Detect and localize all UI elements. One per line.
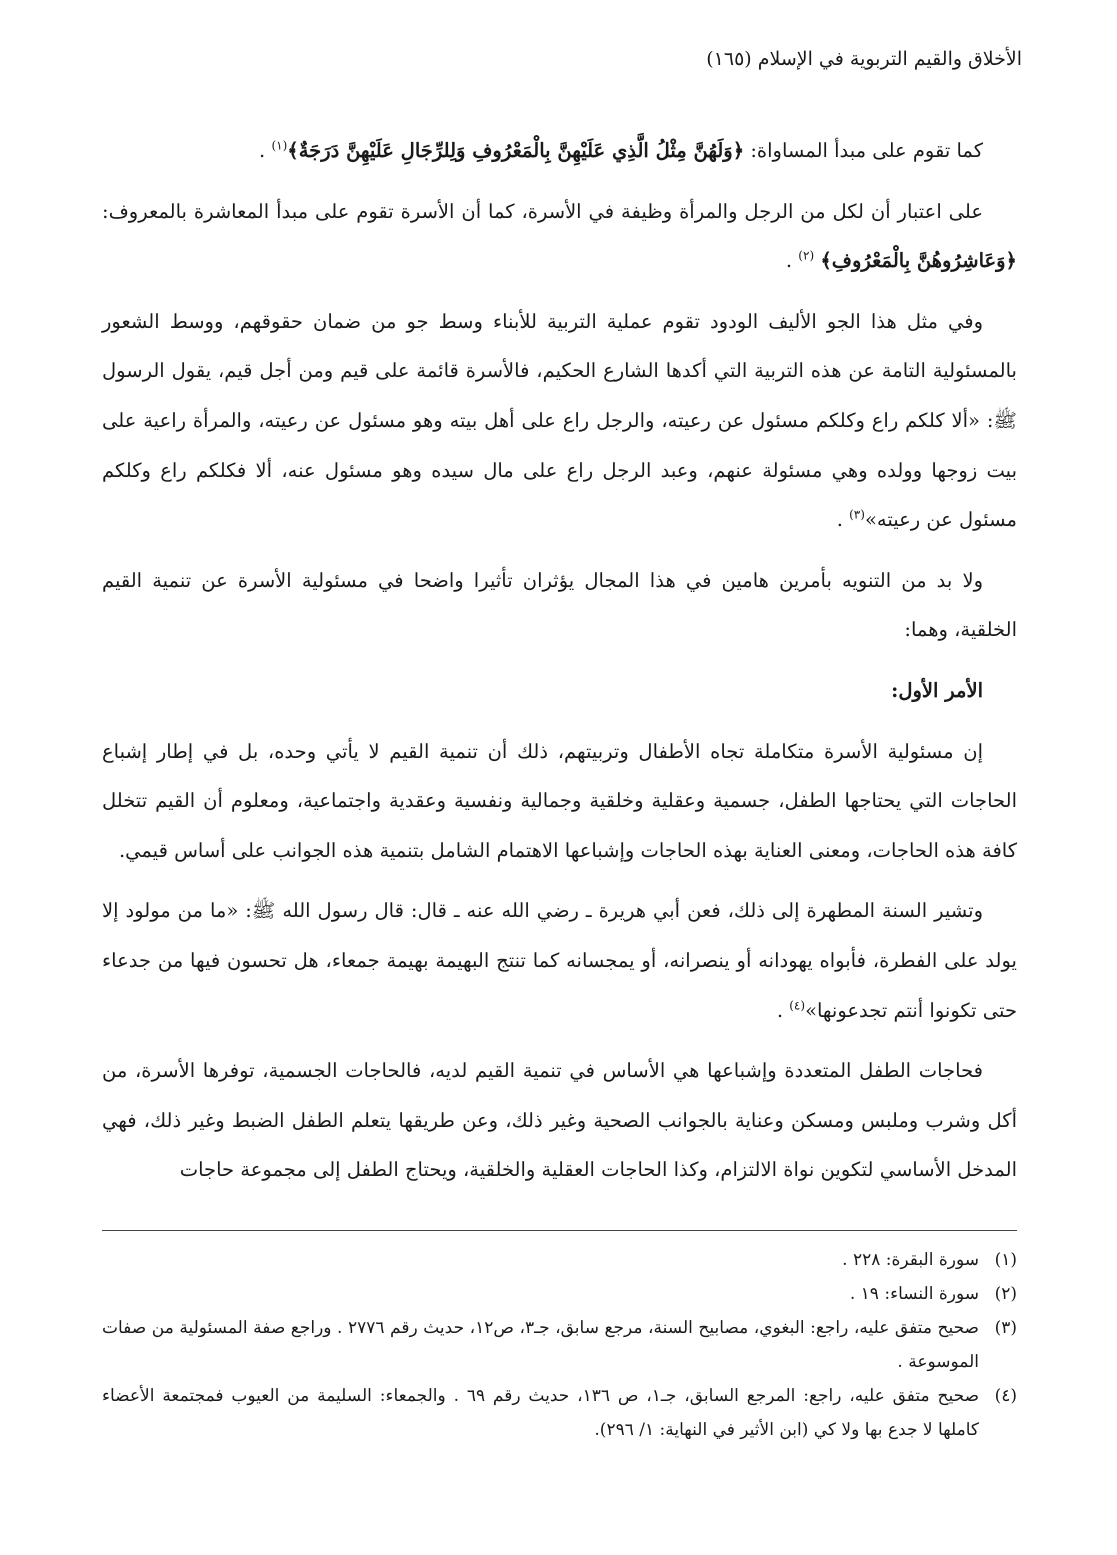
quran-verse-2: ﴿وَعَاشِرُوهُنَّ بِالْمَعْرُوفِ﴾	[820, 249, 1017, 273]
footnote-ref-2[interactable]: (٢)	[798, 248, 815, 263]
footnote-ref-3[interactable]: (٣)	[849, 507, 865, 522]
footnote-4	[102, 1379, 1017, 1447]
footnote-ref-1[interactable]: (١)	[271, 138, 288, 153]
footnote-text: صحيح متفق عليه، راجع: البغوي، مصابيح السنة، مرجع سابق، جـ٣، ص١٢، حديث رقم ٢٧٧٦ . وراجع صفة المسئولية من صفات الموسوعة .	[102, 1318, 979, 1372]
footnote-text: صحيح متفق عليه، راجع: المرجع السابق، جـ١، ص ١٣٦، حديث رقم ٦٩ . والجمعاء: السليمة من العيوب فمجتمعة الأعضاء كاملها لا جدع بها ولا كي (ابن الأثير في النهاية: ١/ ٢٩٦).	[102, 1386, 979, 1440]
paragraph-3: وفي مثل هذا الجو الأليف الودود تقوم عملية التربية للأبناء وسط جو من ضمان حقوقهم، ووسط الشعور بالمسئولية التامة عن هذه التربية التي أكدها الشارع الحكيم، فالأسرة قائمة على قيم ومن أجل قيم، يقول الرسول ﷺ: «ألا كلكم راع وكلكم مسئول عن رعيته، والرجل راع على أهل بيته وهو مسئول عن رعيته، والمرأة راعية على بيت زوجها وولده وهي مسئولة عنهم، وعبد الرجل راع على مال سيده وهو مسئول عنه، ألا فكلكم راع وكلكم مسئول عن رعيته»$^{(٣)}$ .	[102, 309, 1017, 532]
footnote-number: (٤)	[994, 1386, 1017, 1406]
subheading-first-matter: الأمر الأول:	[891, 678, 983, 702]
footnote-ref-4[interactable]: (٤)	[789, 998, 806, 1012]
paragraph-3-text: وفي مثل هذا الجو الأليف الودود تقوم عملية التربية للأبناء وسط جو من ضمان حقوقهم، ووسط الشعور بالمسئولية التامة عن هذه التربية التي أكدها الشارع الحكيم، فالأسرة قائمة على قيم ومن أجل قيم، يقول الرسول ﷺ: «ألا كلكم راع وكلكم مسئول عن رعيته، والرجل راع على أهل بيته وهو مسئول عن رعيته، والمرأة راعية على بيت زوجها وولده وهي مسئولة عنهم، وعبد الرجل راع على مال سيده وهو مسئول عنه، ألا فكلكم راع وكلكم مسئول عن رعيته»	[102, 309, 1017, 532]
footnote-text: سورة النساء: ١٩ .	[849, 1284, 979, 1304]
main-text	[102, 126, 1017, 1206]
footnote-number: (٣)	[994, 1318, 1017, 1338]
paragraph-6-text: وتشير السنة المطهرة إلى ذلك، فعن أبي هريرة ـ رضي الله عنه ـ قال: قال رسول الله ﷺ: «ما من مولود إلا يولد على الفطرة، فأبواه يهودانه أو ينصرانه، أو يمجسانه كما تنتج البهيمة بهيمة جمعاء، هل تحسون فيها من جدعاء حتى تكونوا أنتم تجدعونها»	[102, 899, 1017, 1022]
footnotes	[102, 1243, 1017, 1447]
running-header: الأخلاق والقيم التربوية في الإسلام (١٦٥)	[706, 48, 1022, 70]
footnote-2	[102, 1277, 1017, 1311]
paragraph-5: إن مسئولية الأسرة متكاملة تجاه الأطفال وتربيتهم، ذلك أن تنمية القيم لا يأتي وحده، بل في إطار إشباع الحاجات التي يحتاجها الطفل، جسمية وعقلية وخلقية وجمالية ونفسية وعقدية واجتماعية، ومعلوم أن القيم تتخلل كافة هذه الحاجات، ومعنى العناية بهذه الحاجات وإشباعها الاهتمام الشامل بتنمية هذه الجوانب على أساس قيمي.	[102, 739, 1017, 862]
footnote-number: (١)	[994, 1250, 1017, 1270]
paragraph-4: ولا بد من التنويه بأمرين هامين في هذا المجال يؤثران تأثيرا واضحا في مسئولية الأسرة عن تنمية القيم الخلقية، وهما:	[102, 568, 1017, 642]
paragraph-2-text: على اعتبار أن لكل من الرجل والمرأة وظيفة في الأسرة، كما أن الأسرة تقوم على مبدأ المعاشرة بالمعروف:	[102, 199, 983, 223]
paragraph-7: فحاجات الطفل المتعددة وإشباعها هي الأساس في تنمية القيم لديه، فالحاجات الجسمية، توفرها الأسرة، من أكل وشرب وملبس ومسكن وعناية بالجوانب الصحية وغير ذلك، وعن طريقها يتعلم الطفل الضبط وغير ذلك، فهي المدخل الأساسي لتكوين نواة الالتزام، وكذا الحاجات العقلية والخلقية، ويحتاج الطفل إلى مجموعة حاجات	[102, 1059, 1017, 1182]
quran-verse-1: ﴿وَلَهُنَّ مِثْلُ الَّذِي عَلَيْهِنَّ بِالْمَعْرُوفِ وَلِلرِّجَالِ عَلَيْهِنَّ دَرَجَةٌ﴾	[287, 139, 745, 162]
footnote-text: سورة البقرة: ٢٢٨ .	[842, 1250, 979, 1270]
footnote-1	[102, 1243, 1017, 1277]
paragraph-1-text: كما تقوم على مبدأ المساواة:	[744, 139, 983, 162]
footnote-divider	[102, 1230, 1017, 1231]
paragraph-6: وتشير السنة المطهرة إلى ذلك، فعن أبي هريرة ـ رضي الله عنه ـ قال: قال رسول الله ﷺ: «ما من مولود إلا يولد على الفطرة، فأبواه يهودانه أو ينصرانه، أو يمجسانه كما تنتج البهيمة بهيمة جمعاء، هل تحسون فيها من جدعاء حتى تكونوا أنتم تجدعونها»$^{(٤)}$ .	[102, 899, 1017, 1022]
footnote-number: (٢)	[994, 1284, 1017, 1304]
footnote-3	[102, 1311, 1017, 1379]
paragraph-1: كما تقوم على مبدأ المساواة: ﴿وَلَهُنَّ مِثْلُ الَّذِي عَلَيْهِنَّ بِالْمَعْرُوفِ وَلِلرِّجَالِ عَلَيْهِنَّ دَرَجَةٌ﴾$^{(١)}$ .	[259, 138, 983, 162]
paragraph-2: على اعتبار أن لكل من الرجل والمرأة وظيفة في الأسرة، كما أن الأسرة تقوم على مبدأ المعاشرة بالمعروف: ﴿وَعَاشِرُوهُنَّ بِالْمَعْرُوفِ﴾ $^{(٢)}$ .	[102, 199, 1017, 273]
